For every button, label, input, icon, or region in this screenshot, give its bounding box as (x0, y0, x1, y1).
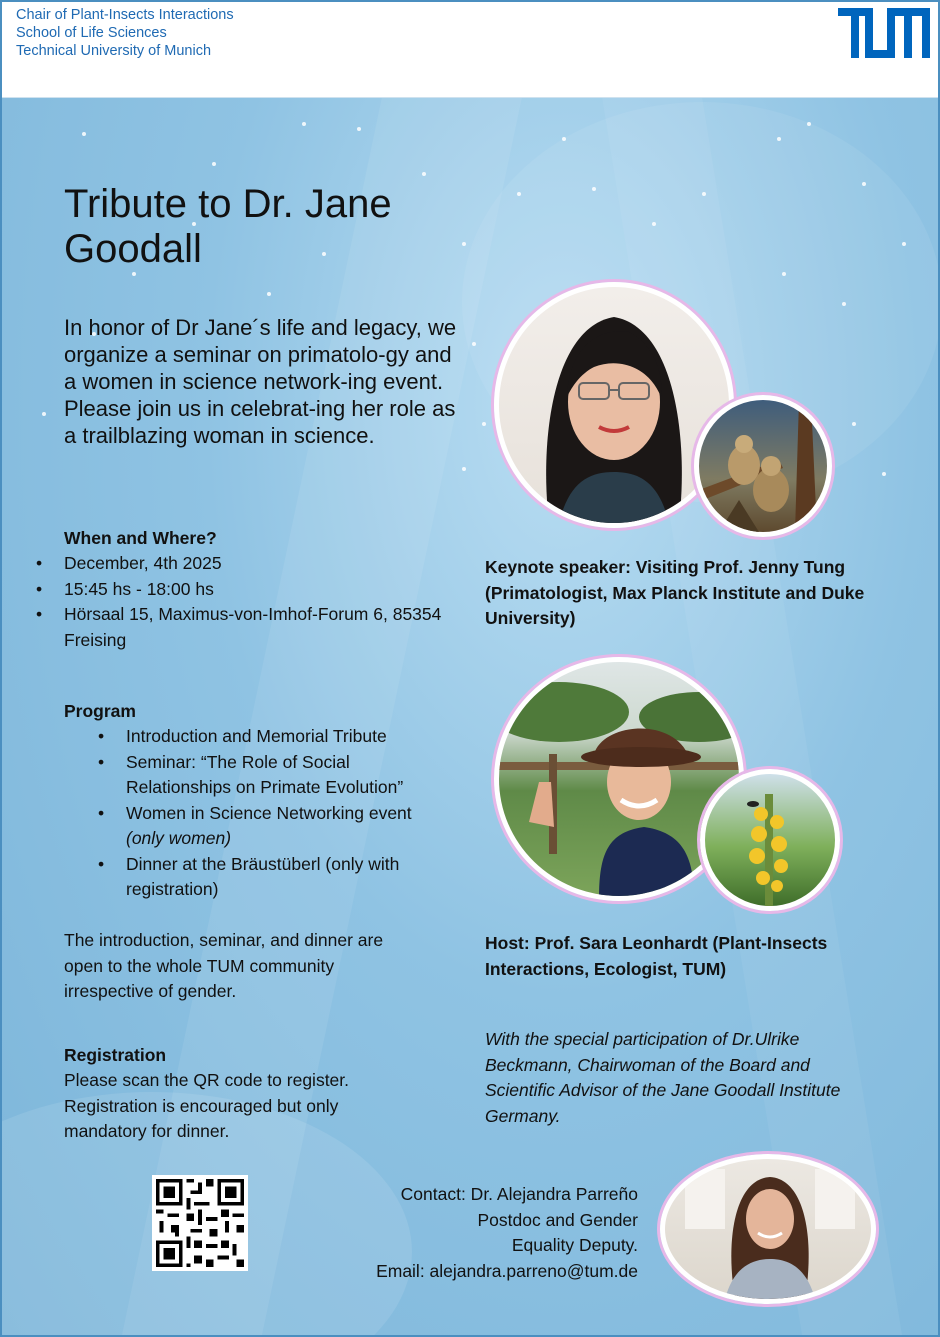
event-title: Tribute to Dr. Jane Goodall (64, 182, 392, 271)
list-item: • Introduction and Memorial Tribute (126, 724, 442, 750)
header-school: School of Life Sciences (16, 25, 167, 41)
header-bar (2, 2, 938, 98)
list-item: • December, 4th 2025 (64, 551, 452, 577)
program-networking-note: (only women) (126, 828, 232, 848)
contact-role-1: Postdoc and Gender (477, 1209, 638, 1230)
registration-text: Please scan the QR code to register. Registration is encouraged but only mandatory for dinner. (64, 1070, 350, 1141)
primates-photo (694, 395, 832, 537)
open-to-all-text: The introduction, seminar, and dinner are open to the whole TUM community irrespective of gender. (64, 930, 384, 1001)
portrait-illustration (499, 287, 729, 523)
when-where-heading: When and Where? (64, 528, 217, 548)
primates-illustration (699, 400, 827, 532)
contact-role-2: Equality Deputy. (511, 1235, 638, 1255)
contact-photo (660, 1154, 876, 1304)
contact-illustration (665, 1159, 871, 1299)
host-text: Host: Prof. Sara Leonhardt (Plant-Insects Interactions, Ecologist, TUM) (485, 933, 828, 979)
header-chair: Chair of Plant-Insects Interactions (16, 7, 234, 23)
program-networking: Women in Science Networking event (126, 802, 412, 823)
special-participation-text: With the special participation of Dr.Ulrike Beckmann, Chairwoman of the Board and Scientific Advisor of the Jane Goodall Institute Germany. (485, 1029, 841, 1126)
list-item (126, 801, 442, 852)
plant-illustration (705, 774, 835, 906)
program-heading: Program (64, 701, 136, 721)
tum-logo-icon (838, 8, 930, 58)
program-list (64, 724, 442, 903)
list-item: • Dinner at the Bräustüberl (only with registration) (126, 852, 442, 903)
contact-name: Contact: Dr. Alejandra Parreño (400, 1184, 638, 1204)
contact-block (376, 1182, 638, 1284)
list-item: • Hörsaal 15, Maximus-von-Imhof-Forum 6, 85354 Freising (64, 602, 452, 653)
list-item: • Seminar: “The Role of Social Relationships on Primate Evolution” (126, 750, 442, 801)
contact-email[interactable]: Email: alejandra.parreno@tum.de (376, 1260, 638, 1281)
qr-code-icon[interactable] (152, 1175, 248, 1271)
header-university: Technical University of Munich (16, 43, 212, 59)
when-where-list (2, 551, 452, 653)
registration-heading: Registration (64, 1045, 167, 1065)
plant-photo (700, 769, 840, 911)
list-item: • 15:45 hs - 18:00 hs (64, 577, 452, 603)
intro-paragraph: In honor of Dr Jane´s life and legacy, we organize a seminar on primatolo-gy and a women in science network-ing event. Please join us in celebrat-ing her role as a trailblazing woman in science. (64, 315, 457, 448)
keynote-speaker-text: Keynote speaker: Visiting Prof. Jenny Tung (Primatologist, Max Planck Institute and Duke University) (485, 557, 865, 628)
